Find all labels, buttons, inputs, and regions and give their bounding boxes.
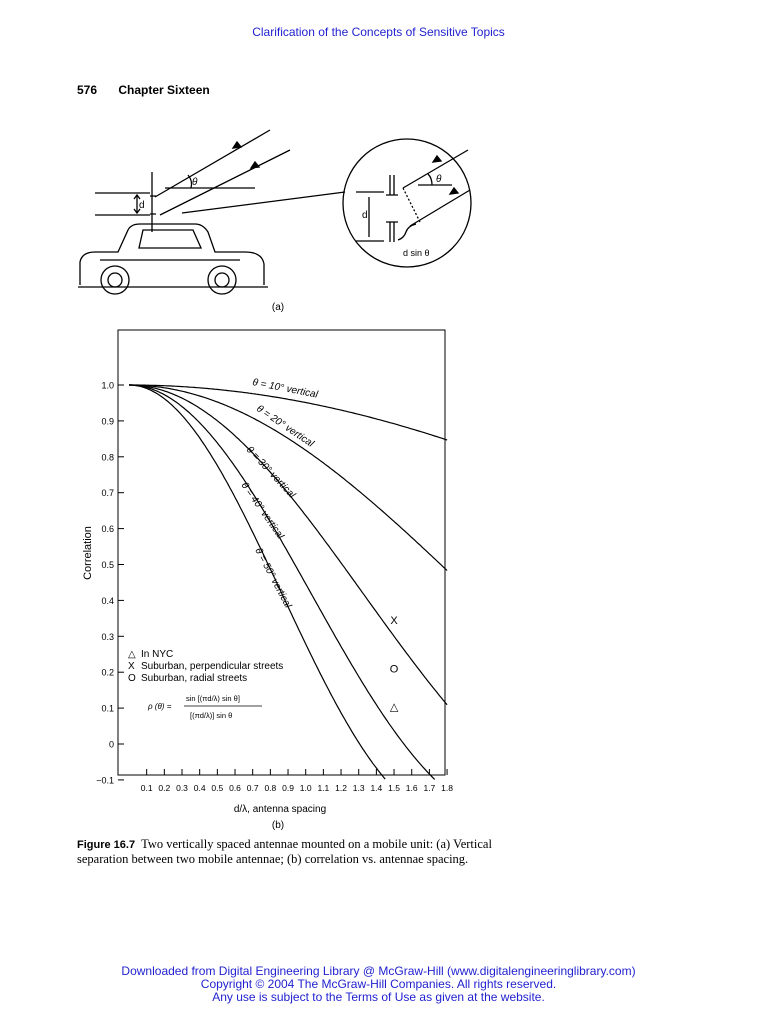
d-label-zoom: d [362, 210, 368, 221]
legend-text-radial: Suburban, radial streets [141, 673, 248, 684]
caption-label: Figure 16.7 [77, 839, 136, 851]
front-hub [108, 273, 122, 287]
curve-50 [129, 385, 385, 779]
x-tick-label: 0.1 [140, 783, 153, 793]
car-window [139, 230, 201, 248]
x-tick-label: 0.6 [229, 783, 241, 793]
figure-a-car-diagram [78, 130, 471, 294]
car-body [80, 224, 264, 285]
top-title-link[interactable]: Clarification of the Concepts of Sensitive Topics [252, 25, 505, 39]
legend-text-nyc: In NYC [141, 649, 174, 660]
formula-numerator: sin [(πd/λ) sin θ] [186, 694, 240, 703]
x-tick-label: 0.4 [193, 783, 206, 793]
rear-wheel [208, 266, 236, 294]
d-label-car: d [139, 200, 145, 211]
y-tick-label: 0 [108, 739, 114, 750]
legend-symbol-perp: X [128, 661, 135, 672]
x-axis-ticks [141, 769, 453, 793]
correlation-chart [82, 330, 453, 831]
theta-label-car: θ [192, 177, 198, 188]
y-tick-label: 0.8 [101, 452, 114, 463]
x-tick-label: 1.1 [317, 783, 330, 793]
x-tick-label: 1.0 [299, 783, 312, 793]
formula-lhs: ρ (θ) = [148, 702, 172, 711]
series-label-50: θ = 50° vertical [252, 546, 294, 611]
series-label-10: θ = 10° vertical [251, 377, 319, 401]
x-tick-label: 1.4 [370, 783, 383, 793]
formula-denominator: [(πd/λ)] sin θ [190, 711, 233, 720]
y-axis-title: Correlation [82, 526, 94, 580]
figure-a-label: (a) [271, 302, 285, 313]
x-tick-label: 1.7 [423, 783, 436, 793]
zoom-perpendicular [403, 188, 420, 222]
theta-label-zoom: θ [436, 174, 442, 185]
series-label-30: θ = 30° vertical [243, 444, 298, 501]
zoom-brace [398, 224, 416, 240]
zoom-antenna-bottom [386, 222, 398, 242]
x-tick-label: 0.5 [211, 783, 224, 793]
footer-line-3: Any use is subject to the Terms of Use as given at the website. [212, 990, 545, 1004]
legend-symbol-nyc: △ [128, 649, 136, 660]
y-tick-label: −0.1 [96, 775, 114, 786]
x-tick-label: 0.2 [158, 783, 171, 793]
y-tick-label: 1.0 [101, 380, 114, 391]
series-label-40: θ = 40° vertical [238, 480, 286, 542]
x-tick-label: 1.8 [441, 783, 453, 793]
x-tick-label: 1.5 [388, 783, 400, 793]
rear-hub [215, 273, 229, 287]
x-tick-label: 0.9 [282, 783, 294, 793]
y-tick-label: 0.6 [101, 524, 114, 535]
curve-20 [129, 385, 447, 571]
figure-b-label: (b) [271, 820, 285, 831]
page-number: 576 [77, 83, 98, 97]
front-wheel [101, 266, 129, 294]
zoom-antenna-top [386, 175, 398, 195]
legend-text-perp: Suburban, perpendicular streets [141, 661, 284, 672]
zoom-theta-arc [428, 174, 432, 185]
series-label-20: θ = 20° vertical [254, 403, 316, 450]
y-tick-label: 0.3 [101, 631, 114, 642]
y-tick-label: 0.4 [101, 595, 114, 606]
x-axis-title: d/λ, antenna spacing [233, 804, 327, 815]
ray-upper [155, 130, 270, 197]
x-tick-label: 0.3 [176, 783, 188, 793]
curves [129, 385, 447, 779]
marker-X: X [390, 615, 398, 628]
x-tick-label: 1.6 [405, 783, 418, 793]
marker-O: O [389, 663, 399, 676]
ray-arrowheads [233, 142, 259, 168]
x-tick-label: 1.2 [335, 783, 347, 793]
marker-△: △ [389, 701, 399, 714]
y-tick-label: 0.5 [101, 560, 114, 570]
footer-line-1[interactable]: Downloaded from Digital Engineering Library @ McGraw-Hill (www.digitalengineeringlibrary.com) [121, 964, 636, 978]
legend-symbol-radial: O [128, 673, 136, 684]
caption-text: Two vertically spaced antennae mounted on a mobile unit: (a) Vertical separation between two mobile antennae; (b) correlation vs. antennae spacing. [77, 837, 492, 866]
y-axis-ticks [96, 381, 124, 786]
d-sin-label: d sin θ [403, 248, 430, 258]
y-tick-label: 0.7 [101, 488, 114, 499]
footer-line-2: Copyright © 2004 The McGraw-Hill Companies. All rights reserved. [200, 977, 557, 991]
figure-caption [77, 837, 497, 866]
y-tick-label: 0.2 [101, 667, 114, 678]
footer [0, 965, 757, 1004]
y-tick-label: 0.1 [101, 703, 114, 714]
chapter-title: Chapter Sixteen [118, 83, 210, 97]
zoom-connector-1 [182, 192, 345, 213]
x-tick-label: 1.3 [352, 783, 365, 793]
y-tick-label: 0.9 [101, 416, 114, 427]
x-tick-label: 0.8 [264, 783, 277, 793]
antenna-elements [150, 196, 156, 214]
x-tick-label: 0.7 [246, 783, 259, 793]
data-markers [390, 615, 399, 713]
